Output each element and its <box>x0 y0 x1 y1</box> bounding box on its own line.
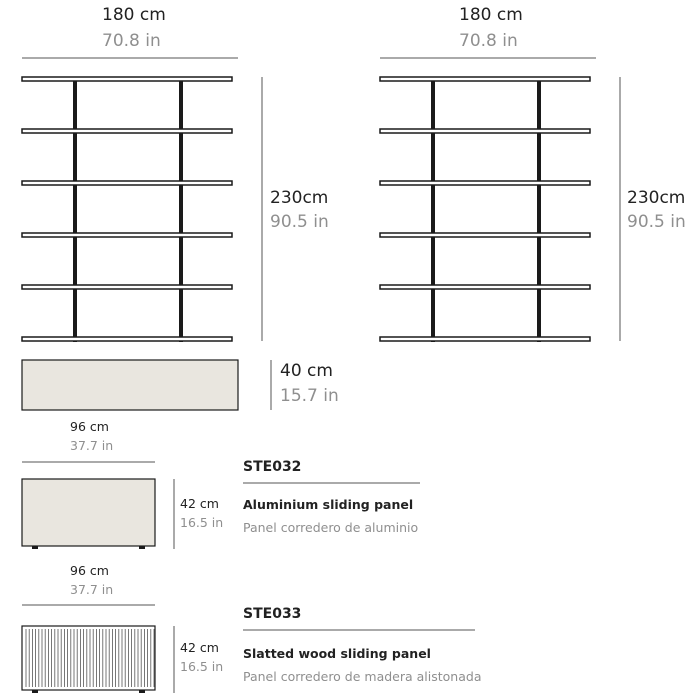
right-shelf-board <box>380 181 590 185</box>
depth-cm: 40 cm <box>280 361 333 381</box>
panel-1-width-in: 37.7 in <box>70 438 114 453</box>
panel-2-name: Slatted wood sliding panel <box>243 646 431 661</box>
left-shelf-upright <box>179 80 183 342</box>
right-shelf-width-cm: 180 cm <box>459 5 523 25</box>
right-shelf-board <box>380 77 590 81</box>
right-shelf-width-in: 70.8 in <box>459 31 518 51</box>
panel-2-height-in: 16.5 in <box>180 659 224 674</box>
left-shelf-upright <box>73 80 77 342</box>
panel-2-width-in: 37.7 in <box>70 582 114 597</box>
right-shelf-height-cm: 230cm <box>627 188 686 208</box>
left-shelf-height-cm: 230cm <box>270 188 329 208</box>
left-shelf-width-in: 70.8 in <box>102 31 161 51</box>
panel-2-code: STE033 <box>243 606 302 622</box>
panel-1-height-in: 16.5 in <box>180 515 224 530</box>
shelf-top-view <box>22 360 238 410</box>
left-shelf-board <box>22 181 232 185</box>
left-shelf-board <box>22 129 232 133</box>
right-shelf-height-in: 90.5 in <box>627 212 686 232</box>
left-shelf-width-cm: 180 cm <box>102 5 166 25</box>
panel-1-width-cm: 96 cm <box>70 419 109 434</box>
panel-1-foot <box>32 546 38 549</box>
depth-in: 15.7 in <box>280 386 339 406</box>
left-shelf-drawing <box>22 77 232 342</box>
panel-1-description: Panel corredero de aluminio <box>243 520 419 535</box>
right-shelf-board <box>380 233 590 237</box>
panel-2-width-cm: 96 cm <box>70 563 109 578</box>
panel-2-slats <box>26 629 154 687</box>
panel-1-height-cm: 42 cm <box>180 496 219 511</box>
panel-1-name: Aluminium sliding panel <box>243 497 414 512</box>
left-shelf-board <box>22 337 232 341</box>
left-shelf-height-in: 90.5 in <box>270 212 329 232</box>
right-shelf-board <box>380 285 590 289</box>
panel-1-foot <box>139 546 145 549</box>
left-shelf-board <box>22 285 232 289</box>
left-shelf-board <box>22 233 232 237</box>
right-shelf-board <box>380 129 590 133</box>
panel-2-foot <box>139 690 145 693</box>
right-shelf-upright <box>537 80 541 342</box>
panel-2-description: Panel corredero de madera alistonada <box>243 669 482 684</box>
panel-1-drawing <box>22 479 155 546</box>
right-shelf-drawing <box>380 77 590 342</box>
left-shelf-board <box>22 77 232 81</box>
panel-2-foot <box>32 690 38 693</box>
right-shelf-board <box>380 337 590 341</box>
panel-1-code: STE032 <box>243 459 302 475</box>
panel-2-height-cm: 42 cm <box>180 640 219 655</box>
right-shelf-upright <box>431 80 435 342</box>
